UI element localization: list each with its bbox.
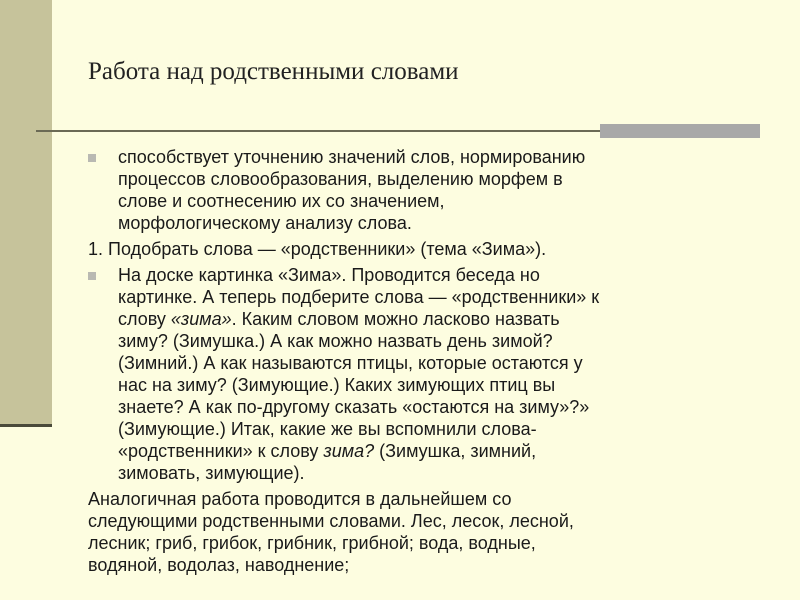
- paragraph-line-1: Аналогичная работа проводится в дальнейшем со: [88, 489, 512, 509]
- bullet-2-line-1: На доске картинка «Зима». Проводится беседа но: [118, 265, 540, 285]
- bullet-2-line-3-part-b: . Каким словом можно ласково назвать: [231, 309, 560, 329]
- bullet-2-line-9: [118, 440, 768, 462]
- bullet-2-line-3: [118, 308, 768, 330]
- slide-title: Работа над родственными словами: [88, 58, 459, 85]
- bullet-1-line-3: слове и соотнесению их со значением,: [118, 191, 445, 211]
- numbered-item-1: [88, 238, 768, 260]
- bullet-2-line-2: картинке. А теперь подберите слова — «родственники» к: [118, 287, 600, 307]
- bullet-item-1: [88, 146, 768, 234]
- closing-paragraph: [88, 488, 768, 576]
- bullet-2-line-8: (Зимующие.) Итак, какие же вы вспомнили слова-: [118, 419, 537, 439]
- bullet-1-line-2: процессов словообразования, выделению морфем в: [118, 169, 563, 189]
- paragraph-line-2: следующими родственными словами. Лес, лесок, лесной,: [88, 511, 574, 531]
- bullet-2-line-4: зиму? (Зимушка.) А как можно назвать день зимой?: [118, 331, 553, 351]
- bullet-2-line-5: (Зимний.) А как называются птицы, которые остаются у: [118, 353, 583, 373]
- numbered-item-1-text: 1. Подобрать слова — «родственники» (тема «Зима»).: [88, 239, 547, 259]
- paragraph-line-4: водяной, водолаз, наводнение;: [88, 555, 350, 575]
- left-decorative-band: [0, 0, 52, 426]
- bullet-1-line-1: способствует уточнению значений слов, нормированию: [118, 147, 586, 167]
- bullet-2-line-9-part-b: (Зимушка, зимний,: [374, 441, 537, 461]
- square-bullet-icon: [88, 154, 96, 162]
- bullet-2-line-6: нас на зиму? (Зимующие.) Каких зимующих птиц вы: [118, 375, 556, 395]
- bullet-2-line-9-part-a: «родственники» к слову: [118, 441, 324, 461]
- bullet-1-line-4: морфологическому анализу слова.: [118, 213, 412, 233]
- slide-content: [88, 146, 768, 580]
- bullet-2-line-3-part-a: слову: [118, 309, 171, 329]
- left-band-edge: [0, 424, 52, 427]
- square-bullet-icon: [88, 272, 96, 280]
- bullet-item-2: [88, 264, 768, 484]
- title-divider-accent: [600, 124, 760, 138]
- bullet-2-line-9-emphasis: зима?: [323, 441, 375, 461]
- paragraph-line-3: лесник; гриб, грибок, грибник, грибной; вода, водные,: [88, 533, 536, 553]
- bullet-2-line-10: зимовать, зимующие).: [118, 463, 305, 483]
- bullet-2-line-3-emphasis: «зима»: [170, 309, 232, 329]
- bullet-2-line-7: знаете? А как по-другому сказать «остаются на зиму»?»: [118, 397, 590, 417]
